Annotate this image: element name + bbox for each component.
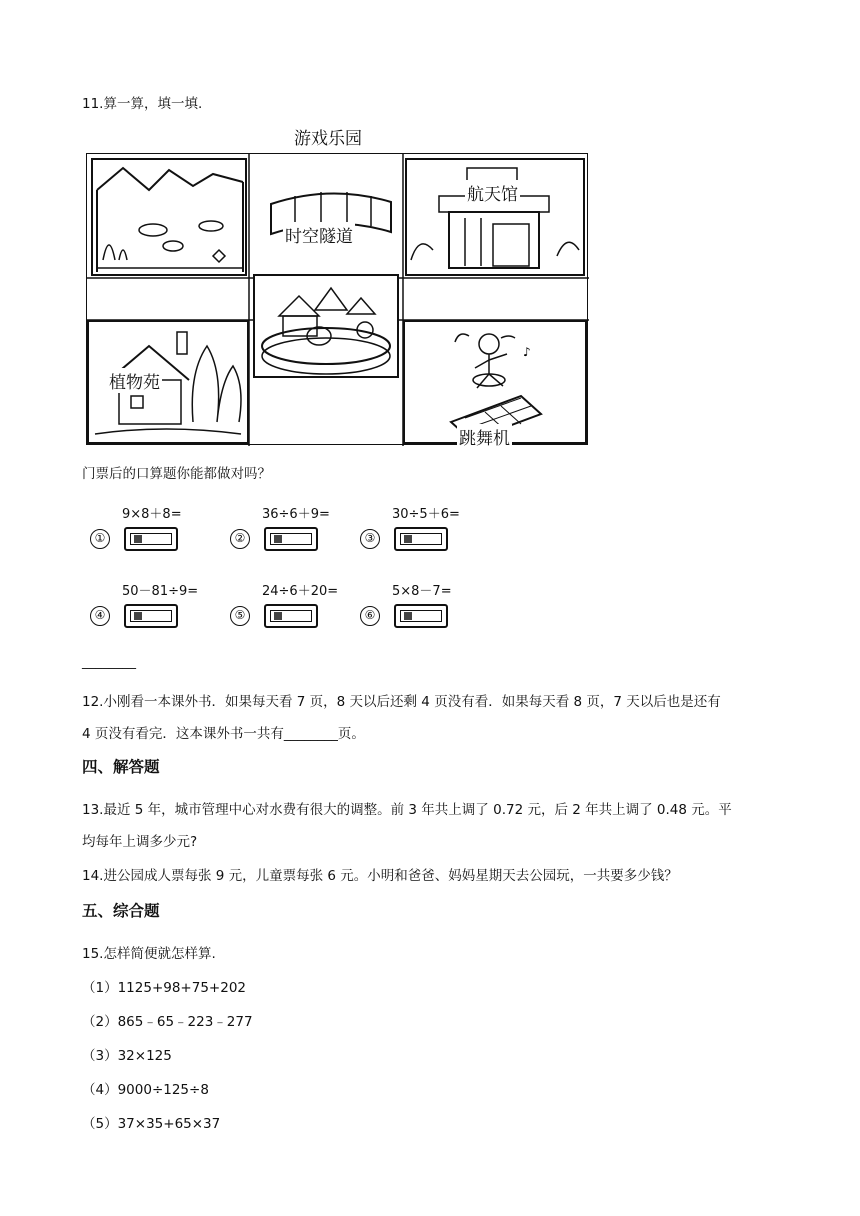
ticket-stub xyxy=(134,612,142,620)
ticket-5 xyxy=(230,580,360,630)
section-4-heading: 四、解答题 xyxy=(82,758,160,776)
tunnel-label: 时空隧道 xyxy=(283,222,355,247)
ticket-3 xyxy=(360,503,490,553)
space-museum-illustration xyxy=(407,160,583,274)
tunnel-area xyxy=(251,154,401,276)
q12-line-1: 12.小刚看一本课外书．如果每天看 7 页，8 天以后还剩 4 页没有看．如果每天看 8 页，7 天以后也是还有 xyxy=(82,694,721,710)
ticket-number: ② xyxy=(230,529,250,549)
q13-line-2: 均每年上调多少元? xyxy=(82,834,198,850)
ticket-card xyxy=(394,527,448,551)
ticket-6 xyxy=(360,580,490,630)
q12-line-2: 4 页没有看完．这本课外书一共有________页。 xyxy=(82,726,365,742)
q15-item-2: （2）865﹣65﹣223﹣277 xyxy=(82,1014,253,1030)
q11-prompt: 11.算一算，填一填. xyxy=(82,96,203,112)
q15-item-5: （5）37×35+65×37 xyxy=(82,1116,221,1132)
ticket-stub xyxy=(404,612,412,620)
space-museum-label: 航天馆 xyxy=(465,180,520,205)
q15-item-4: （4）9000÷125÷8 xyxy=(82,1082,209,1098)
ticket-expression: 5×8－7= xyxy=(392,584,452,599)
q15-prompt: 15.怎样简便就怎样算. xyxy=(82,946,216,962)
plants-label: 植物苑 xyxy=(107,368,162,393)
ticket-4 xyxy=(90,580,220,630)
ticket-expression: 24÷6＋20= xyxy=(262,584,339,599)
q11-answer-blank: ________ xyxy=(82,654,136,670)
q15-item-1: （1）1125+98+75+202 xyxy=(82,980,247,996)
svg-text:♪: ♪ xyxy=(523,345,531,359)
ticket-stub xyxy=(404,535,412,543)
zoo-cell xyxy=(253,274,399,378)
q14-text: 14.进公园成人票每张 9 元，儿童票每张 6 元。小明和爸爸、妈妈星期天去公园玩，一共要多少钱？ xyxy=(82,868,678,884)
ticket-2 xyxy=(230,503,360,553)
ticket-number: ⑤ xyxy=(230,606,250,626)
section-5-heading: 五、综合题 xyxy=(82,902,160,920)
ticket-expression: 9×8＋8= xyxy=(122,507,182,522)
ticket-expression: 50－81÷9= xyxy=(122,584,199,599)
plants-cell xyxy=(87,320,249,444)
park-title: 游戏乐园 xyxy=(294,129,362,149)
ticket-card xyxy=(394,604,448,628)
aquarium-illustration xyxy=(93,160,245,274)
ticket-number: ④ xyxy=(90,606,110,626)
ticket-number: ③ xyxy=(360,529,380,549)
ticket-number: ① xyxy=(90,529,110,549)
ticket-stub xyxy=(274,535,282,543)
space-museum-cell xyxy=(405,158,585,276)
dance-label: 跳舞机 xyxy=(457,424,512,449)
ticket-card xyxy=(264,527,318,551)
park-map xyxy=(86,153,588,449)
ticket-expression: 30÷5＋6= xyxy=(392,507,460,522)
q15-item-3: （3）32×125 xyxy=(82,1048,172,1064)
dance-cell xyxy=(403,320,587,449)
q13-line-1: 13.最近 5 年，城市管理中心对水费有很大的调整。前 3 年共上调了 0.72 元，后 2 年共上调了 0.48 元。平 xyxy=(82,802,732,818)
ticket-card xyxy=(264,604,318,628)
ticket-expression: 36÷6＋9= xyxy=(262,507,330,522)
aquarium-cell xyxy=(91,158,247,276)
ticket-number: ⑥ xyxy=(360,606,380,626)
zoo-illustration xyxy=(255,276,397,376)
ticket-card xyxy=(124,527,178,551)
ticket-1 xyxy=(90,503,220,553)
ticket-stub xyxy=(274,612,282,620)
q11-question: 门票后的口算题你能都做对吗？ xyxy=(82,466,271,482)
ticket-stub xyxy=(134,535,142,543)
ticket-card xyxy=(124,604,178,628)
